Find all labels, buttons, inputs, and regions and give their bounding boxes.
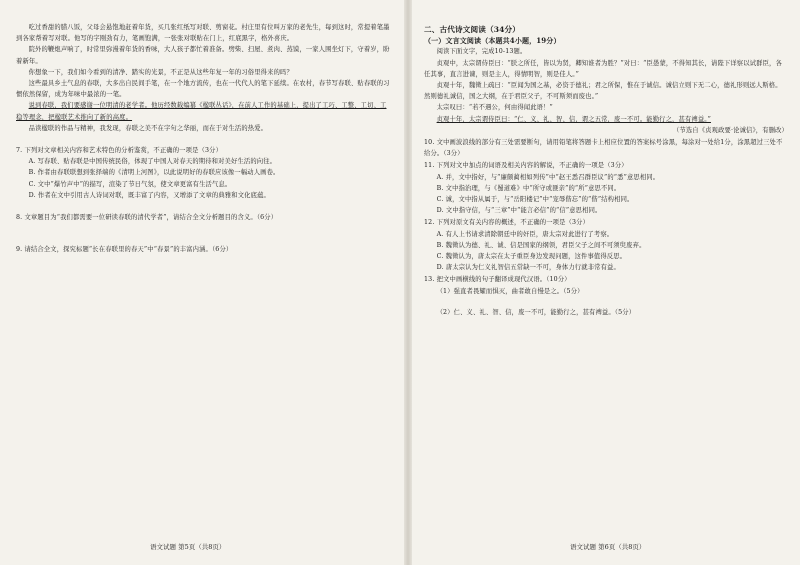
question-8: 8. 文章题目为“我们都需要一位研读春联的清代学者”，请结合全文分析题目的含义。（6分） [16,214,278,222]
option-b: B. 文中指治理，与《蜀道难》中“所守或匪亲”的“所”意思不同。 [436,184,621,192]
passage-paragraph: 这些最具乡土气息的春联，大多出自民间手笔，在一个地方流传，也在一代代人的笔下延续。在农村，春节写春联、贴春联的习惯依然保留，成为年味中最浓的一笔。 [16,80,390,99]
question-9: 9. 请结合全文，探究标题“长在春联里的春天”中“春景”的丰富内涵。（6分） [16,246,233,254]
option-d: D. 文中指守信，与“三章”中“能言必信”的“信”意思相同。 [436,207,602,215]
right-page-footer: 语文试题 第6页（共8页） [570,543,646,551]
option-c: C. 魏徵认为，唐太宗在太子重臣身边发现问题，这件事值得反思。 [436,253,627,261]
classical-passage-underlined: 贞观十年，太宗谓侍臣曰：“仁、义、礼、智、信，谓之五常，废一不可。能勤行之，甚有裨益。” [436,115,711,123]
passage-paragraph-underlined: 说到春联，我们要感谢一位明清的老学者。他历经数载编纂《楹联丛话》，在前人工作的基础上，提出了工巧、工整、工切、工稳等理念，把楹联艺术推向了新的高度。 [16,102,387,121]
passage-source: （节选自《贞观政要·论诚信》，有删改） [672,126,788,134]
option-d: D. 唐太宗认为仁义礼智信五常缺一不可，身体力行就非常有益。 [436,264,620,272]
classical-passage: 贞观十年，魏徵上疏曰：“臣闻为国之基，必资于德礼；君之所保，惟在于诚信。诚信立则下无二心，德礼形则远人斯格。然则德礼诚信，国之大纲，在于君臣父子，不可斯须而废也。” [424,82,782,101]
question-13-part-1: （1）强直者畏耀而惧灭，曲者敢自慢是之。（5分） [436,287,584,295]
question-13: 13. 把文中画横线的句子翻译成现代汉语。（10分） [424,276,571,284]
reading-intro: 阅读下面文字，完成10-13题。 [436,48,527,56]
option-b: B. 作者由春联联想到张择端的《清明上河图》，以此说明好的春联应该像一幅动人画卷。 [28,169,280,177]
section-title: 二、古代诗文阅读（34分） [424,25,521,34]
passage-paragraph: 品读楹联的作品与精神，我发现，春联之美不在字句之华丽，而在于对生活的热爱。 [28,124,268,132]
classical-passage: 太宗叹曰：“若不遇公，何由得闻此语！” [436,104,553,112]
option-a: A. 写春联、贴春联是中国传统民俗，体现了中国人对春天的期待和对美好生活的向往。 [28,158,277,166]
right-page [424,22,788,551]
question-13-part-2: （2）仁、义、礼、智、信，废一不可，能勤行之，甚有裨益。（5分） [436,308,636,316]
option-a: A. 并，文中指好，与“廉颇蔺相如列传”中“赵王悉召群臣议”的“悉”意思相同。 [436,173,660,181]
passage-paragraph: 吃过香甜的腊八饭，父母会悬饱地赶着年货，买几张红纸写对联、剪窗花。村庄里有位叫万家的老先生，每到这时，常提着笔墨到各家帮着写对联。他写的字刚劲有力，笔画饱满，一张张对联贴在门上，红底黑字，格外喜庆。 [16,24,390,43]
left-page [16,22,392,551]
question-7: 7. 下列对文章相关内容和艺术特色的分析鉴赏，不正确的一项是（3分） [16,147,223,155]
option-b: B. 魏徵认为德、礼、诚、信是国家的纲领，君臣父子之间不可须臾废弃。 [436,241,646,249]
classical-passage: 贞观中，太宗谓侍臣曰：“朕之所任，皆以为贤，卿知谁者为胜？”对曰：“臣愚蒙，不得知其长，请陛下详察以试群臣，各任其事，直言进谏，则是主人，得情明智，则是佳人。” [424,59,782,78]
passage-paragraph: 院外的鞭炮声响了，时常里弥漫着年货的香味，大人孩子都忙着准备。劈柴、扫屋、煮肉、蒸馍，一家人围坐灯下，守着岁，盼着新年。 [16,46,390,65]
question-11: 11. 下列对文中加点的词语及相关内容的解说，不正确的一项是（3分） [424,162,628,170]
question-12: 12. 下列对原文有关内容的概述，不正确的一项是（3分） [424,219,590,227]
option-a: A. 有人上书请求清除朝廷中的奸臣，唐太宗对此进行了考察。 [436,230,614,238]
option-c: C. 文中“爆竹声中”的描写，渲染了节日气氛，使文章更富有生活气息。 [28,180,232,188]
option-d: D. 作者在文中引用古人诗词对联，既丰富了内容，又增添了文章的典雅和文化底蕴。 [28,191,270,199]
page-gutter [404,0,412,565]
sub-title: （一）文言文阅读（本题共4小题，19分） [424,36,561,46]
question-10: 10. 文中画波浪线的部分有三处需要断句，请用铅笔将答题卡上相应位置的答案标号涂黑，每涂对一处给1分，涂黑超过三处不给分。（3分） [424,139,783,158]
passage-paragraph: 你想象一下，我们如今看到的清净、踏实的光景，不正是从这些年复一年的习俗里得来的吗？ [28,68,293,76]
option-c: C. 诚，文中指从属于，与“岳阳楼记”中“宠辱偕忘”的“偕”结构相同。 [436,196,634,204]
left-page-footer: 语文试题 第5页（共8页） [150,543,226,551]
